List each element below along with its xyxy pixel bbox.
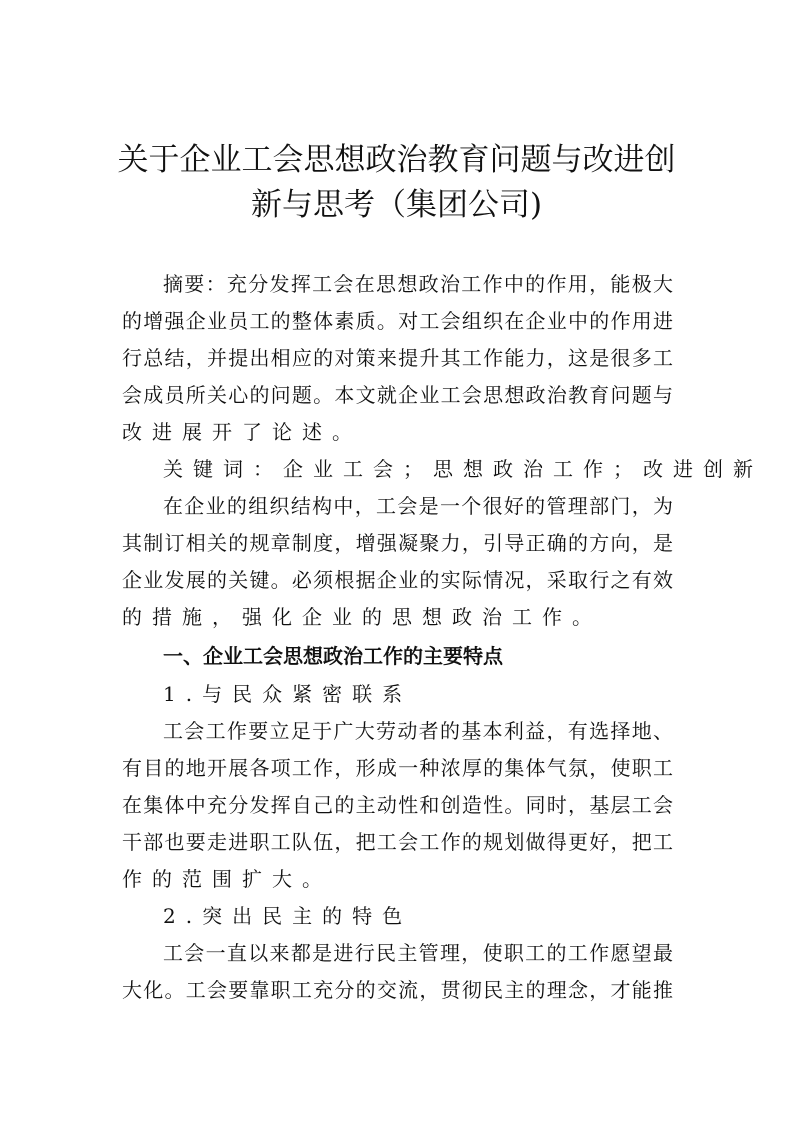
keywords: 关键词：企业工会；思想政治工作；改进创新 [163, 457, 763, 481]
title-line: 新与思考（集团公司) [250, 187, 543, 223]
subsection-heading: 2.突出民主的特色 [163, 904, 413, 928]
paragraph-line: 有目的地开展各项工作，形成一种浓厚的集体气氛，使职工 [122, 756, 673, 780]
abstract-line: 行总结，并提出相应的对策来提升其工作能力，这是很多工 [122, 346, 673, 370]
abstract-line: 改进展开了论述。 [122, 420, 362, 444]
paragraph-line: 在集体中充分发挥自己的主动性和创造性。同时，基层工会 [122, 793, 673, 817]
section-heading: 一、企业工会思想政治工作的主要特点 [163, 644, 503, 668]
document-body [122, 266, 763, 1009]
title-line: 关于企业工会思想政治教育问题与改进创 [117, 142, 676, 178]
subsection-heading: 1.与民众紧密联系 [163, 682, 413, 706]
document-title [100, 138, 693, 228]
paragraph-line: 工会工作要立足于广大劳动者的基本利益，有选择地、 [163, 719, 673, 743]
intro-line: 的措施，强化企业的思想政治工作。 [122, 605, 602, 629]
intro-line: 企业发展的关键。必须根据企业的实际情况，采取行之有效 [122, 568, 673, 592]
paragraph-line: 作的范围扩大。 [122, 867, 332, 891]
abstract-line: 会成员所关心的问题。本文就企业工会思想政治教育问题与 [122, 383, 673, 407]
abstract-line: 摘要：充分发挥工会在思想政治工作中的作用，能极大 [163, 272, 673, 296]
intro-line: 在企业的组织结构中，工会是一个很好的管理部门，为 [163, 494, 673, 518]
paragraph-line: 大化。工会要靠职工充分的交流，贯彻民主的理念，才能推 [122, 978, 673, 1002]
intro-line: 其制订相关的规章制度，增强凝聚力，引导正确的方向，是 [122, 531, 673, 555]
paragraph-line: 工会一直以来都是进行民主管理，使职工的工作愿望最 [163, 941, 673, 965]
abstract-line: 的增强企业员工的整体素质。对工会组织在企业中的作用进 [122, 309, 673, 333]
paragraph-line: 干部也要走进职工队伍，把工会工作的规划做得更好，把工 [122, 830, 673, 854]
